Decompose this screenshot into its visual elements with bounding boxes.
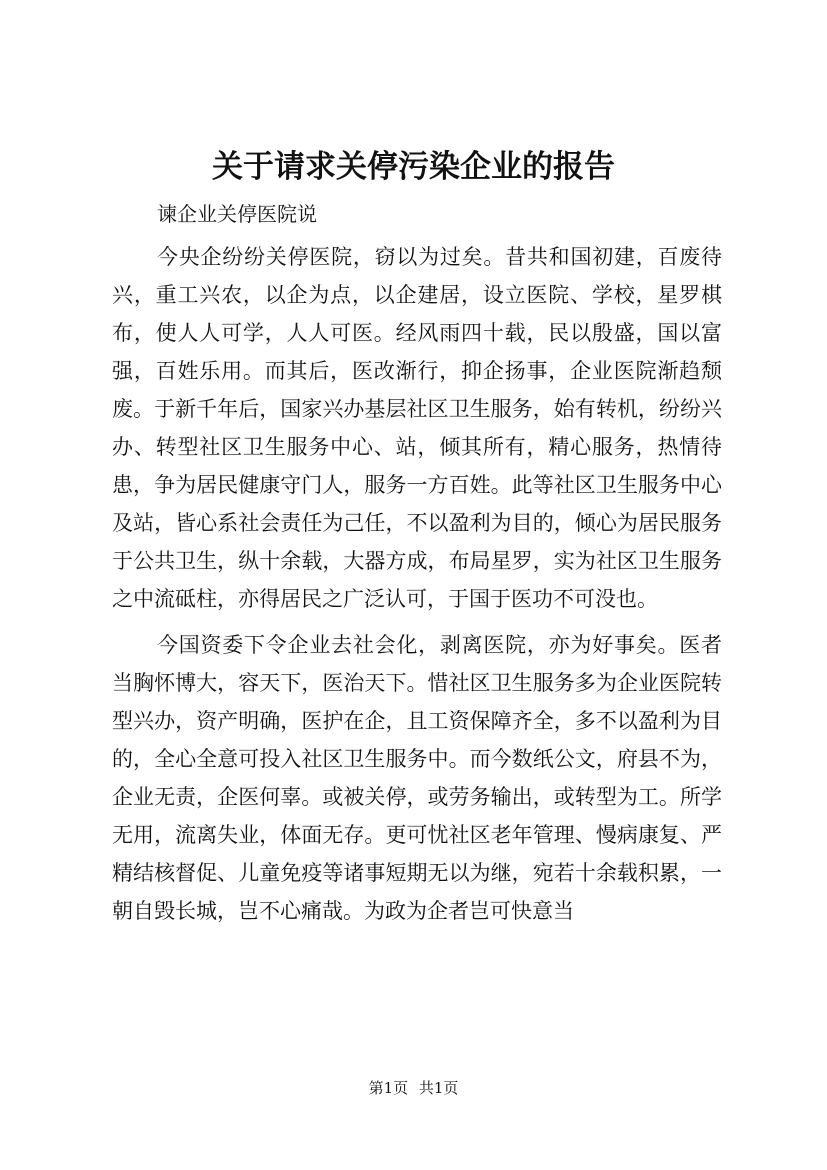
page-number: 第1页 <box>368 1079 409 1097</box>
document-subtitle: 谏企业关停医院说 <box>157 202 317 226</box>
document-body <box>112 238 722 930</box>
paragraph-1: 今央企纷纷关停医院，窃以为过矣。昔共和国初建，百废待兴，重工兴农，以企为点，以企建居，设立医院、学校，星罗棋布，使人人可学，人人可医。经风雨四十载，民以殷盛，国以富强，百姓乐用。而其后，医改渐行，抑企扬事，企业医院渐趋颓废。于新千年后，国家兴办基层社区卫生服务，始有转机，纷纷兴办、转型社区卫生服务中心、站，倾其所有，精心服务，热情待患，争为居民健康守门人，服务一方百姓。此等社区卫生服务中心及站，皆心系社会责任为己任，不以盈利为目的，倾心为居民服务于公共卫生，纵十余载，大器方成，布局星罗，实为社区卫生服务之中流砥柱，亦得居民之广泛认可，于国于医功不可没也。 <box>112 245 722 611</box>
document-title: 关于请求关停污染企业的报告 <box>212 149 615 185</box>
page-total: 共1页 <box>418 1079 459 1097</box>
paragraph-2: 今国资委下令企业去社会化，剥离医院，亦为好事矣。医者当胸怀博大，容天下，医治天下。惜社区卫生服务多为企业医院转型兴办，资产明确，医护在企，且工资保障齐全，多不以盈利为目的，全心全意可投入社区卫生服务中。而今数纸公文，府县不为，企业无责，企医何辜。或被关停，或劳务输出，或转型为工。所学无用，流离失业，体面无存。更可忧社区老年管理、慢病康复、严精结核督促、儿童免疫等诸事短期无以为继，宛若十余载积累，一朝自毁长城，岂不心痛哉。为政为企者岂可快意当 <box>112 633 722 923</box>
page-footer <box>0 1078 827 1098</box>
